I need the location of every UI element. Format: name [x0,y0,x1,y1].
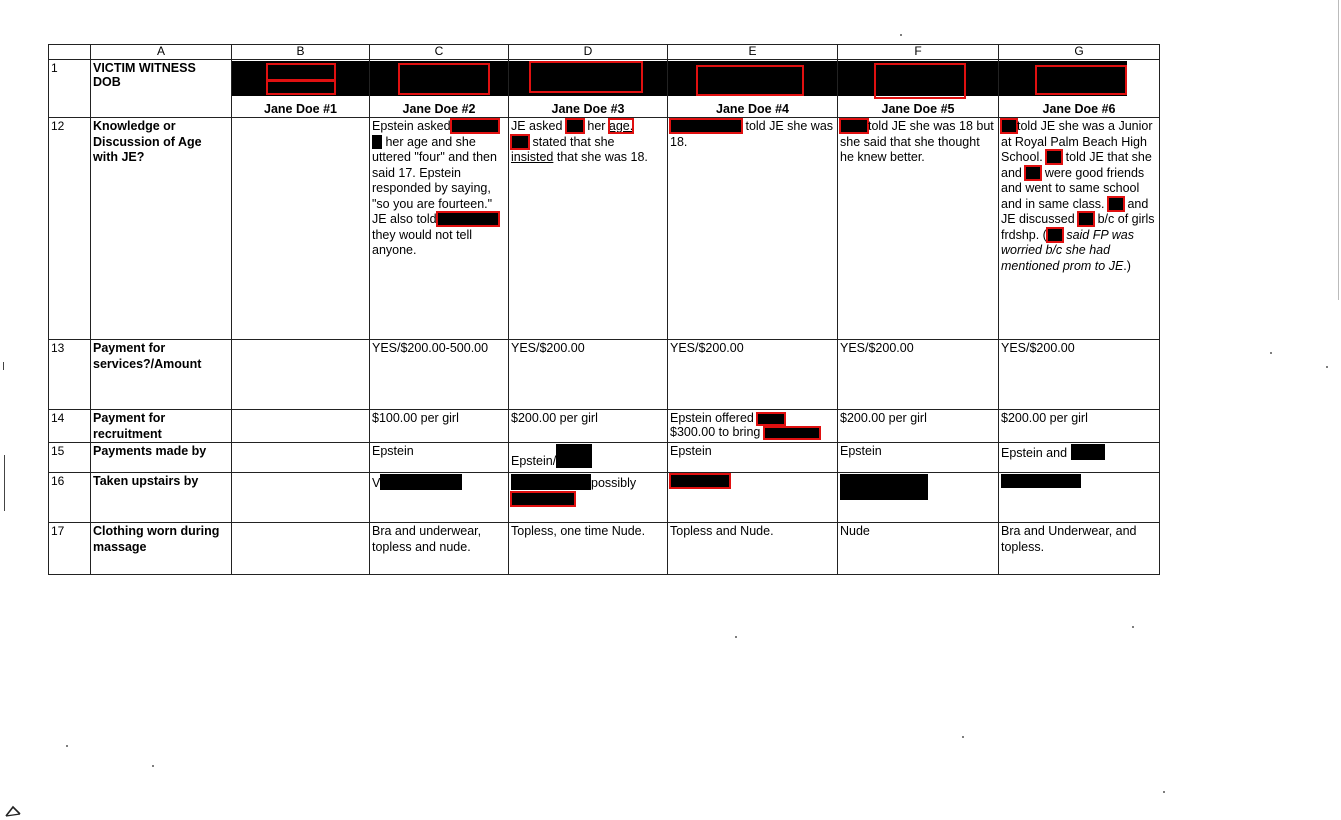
data-cell: YES/$200.00 [509,340,668,410]
cell-text: Epstein asked [372,119,451,133]
data-cell: Topless and Nude. [668,523,838,575]
label-line: VICTIM WITNESS [93,61,196,75]
cell-text: Epstein/ [511,454,557,468]
table-row [49,410,1160,443]
column-header-f: F [838,45,999,60]
redaction [1047,228,1063,242]
redaction [840,119,868,133]
corner-mark-icon [5,805,21,817]
redaction [451,119,499,133]
data-cell: $200.00 per girl [509,410,668,443]
data-cell [999,118,1160,340]
victim-cell [232,60,370,118]
data-cell: YES/$200.00 [838,340,999,410]
data-cell: Epstein [370,443,509,473]
data-cell [838,473,999,523]
data-cell: Bra and Underwear, and topless. [999,523,1160,575]
data-cell: Epstein [668,443,838,473]
cell-text: Epstein and [1001,446,1071,460]
victim-cell [999,60,1160,118]
table-row [49,523,1160,575]
data-cell [232,340,370,410]
redaction-outline [529,61,643,93]
redaction [380,474,462,490]
victim-name: Jane Doe #4 [716,101,789,116]
column-header-row [49,45,1160,60]
redaction [511,492,575,506]
data-cell [370,118,509,340]
redaction [566,119,584,133]
scan-speck [1132,626,1134,628]
table-row [49,473,1160,523]
column-header-c: C [370,45,509,60]
scan-speck [1326,366,1328,368]
row-number: 15 [49,443,91,473]
data-cell: $200.00 per girl [838,410,999,443]
row-number: 12 [49,118,91,340]
victim-name: Jane Doe #5 [881,101,955,116]
redaction [1108,197,1124,211]
scan-speck [66,745,68,747]
row-number: 16 [49,473,91,523]
data-cell: $100.00 per girl [370,410,509,443]
cell-text: they would not tell anyone. [372,227,473,257]
column-header-a: A [91,45,232,60]
redaction [670,119,742,133]
data-cell [232,473,370,523]
redaction [764,427,820,439]
row-number: 17 [49,523,91,575]
row-label: Payment for services?/Amount [91,340,232,410]
column-header-b: B [232,45,370,60]
corner-cell [49,45,91,60]
table-row [49,60,1160,118]
scan-speck [152,765,154,767]
row-number: 13 [49,340,91,410]
data-cell [838,118,999,340]
scan-edge [1338,0,1339,300]
table-row [49,443,1160,473]
cell-text: stated that she [529,134,615,149]
redaction [1025,166,1041,180]
data-cell: $200.00 per girl [999,410,1160,443]
redaction-outline [874,63,966,99]
row-label: Clothing worn during massage [91,523,232,575]
data-cell [668,473,838,523]
data-cell [999,473,1160,523]
cell-text: JE asked [511,119,566,133]
cell-text: said FP was worried b/c she had mentioned prom to JE [1001,227,1134,273]
data-cell [232,523,370,575]
scan-speck [1163,791,1165,793]
redaction [511,474,591,490]
column-header-d: D [509,45,668,60]
victim-name: Jane Doe #6 [1042,101,1116,116]
data-cell: YES/$200.00-500.00 [370,340,509,410]
cell-text: told JE she was a Junior at Royal Palm Beach High School. [1001,119,1153,164]
data-cell: Topless, one time Nude. [509,523,668,575]
table-row [49,118,1160,340]
cell-text: b/c of girls frdshp. ( [1001,212,1155,242]
redaction-outline [266,63,336,81]
redaction [1001,474,1081,488]
redaction-outline [398,63,490,95]
redaction-outline [1035,65,1127,95]
cell-text: told JE she was 18. [670,119,834,149]
cell-text: her [583,119,609,133]
redaction [372,135,382,149]
cell-text: told JE she was 18 but she said that she thought he knew better. [840,119,994,164]
victim-cell [668,60,838,118]
cell-text: were good friends and went to same school and in same class. [1001,165,1145,211]
scan-line [4,455,5,511]
victim-name: Jane Doe #2 [402,101,476,116]
row-number: 1 [49,60,91,118]
label-line: DOB [93,75,121,89]
scan-speck [900,34,902,36]
redaction-outline [696,65,804,96]
data-cell: YES/$200.00 [668,340,838,410]
scan-speck [962,736,964,738]
row-label: Payment for recruitment [91,410,232,443]
redaction [1046,150,1062,164]
victim-cell [370,60,509,118]
data-cell [668,410,838,443]
scan-speck [735,636,737,638]
data-cell: Bra and underwear, topless and nude. [370,523,509,575]
data-cell [509,118,668,340]
data-cell [232,118,370,340]
cell-text: .) [1123,258,1131,273]
redaction [670,474,730,488]
data-cell [668,118,838,340]
scan-line [3,362,4,370]
data-cell [232,410,370,443]
cell-text: $300.00 to bring [670,425,764,439]
data-cell [509,443,668,473]
row-label: Taken upstairs by [91,473,232,523]
victim-name: Jane Doe #1 [264,101,337,116]
cell-text: and JE discussed [1001,196,1149,226]
spreadsheet-table [48,44,1160,575]
data-cell [232,443,370,473]
cell-text: possibly [591,476,637,490]
redaction [840,474,928,500]
cell-text: Epstein offered [670,411,758,425]
cell-text: insisted [511,150,554,164]
row-label [91,60,232,118]
victim-name: Jane Doe #3 [551,101,625,116]
victim-cell [509,60,668,118]
data-cell: YES/$200.00 [999,340,1160,410]
data-cell [509,473,668,523]
redaction [757,413,785,425]
cell-text: her age and she uttered "four" and then said 17. Epstein responded by saying, "so you are fourteen." JE also told [372,134,497,226]
redaction [1001,119,1017,133]
cell-text: that she was 18. [553,150,648,164]
redaction [511,135,529,149]
data-cell: Nude [838,523,999,575]
scan-speck [1270,352,1272,354]
redaction-outline [266,80,336,95]
column-header-g: G [999,45,1160,60]
data-cell: Epstein [838,443,999,473]
column-header-e: E [668,45,838,60]
cell-text: V [372,476,381,490]
redaction [556,444,592,468]
redaction [1078,212,1094,226]
row-label: Knowledge or Discussion of Age with JE? [91,118,232,340]
cell-text: told JE that she and [1001,150,1152,180]
data-cell [370,473,509,523]
redaction [437,212,499,226]
cell-text: age. [608,119,634,133]
redaction [1071,444,1105,460]
table-row [49,340,1160,410]
data-cell [999,443,1160,473]
victim-cell [838,60,999,118]
row-label: Payments made by [91,443,232,473]
row-number: 14 [49,410,91,443]
